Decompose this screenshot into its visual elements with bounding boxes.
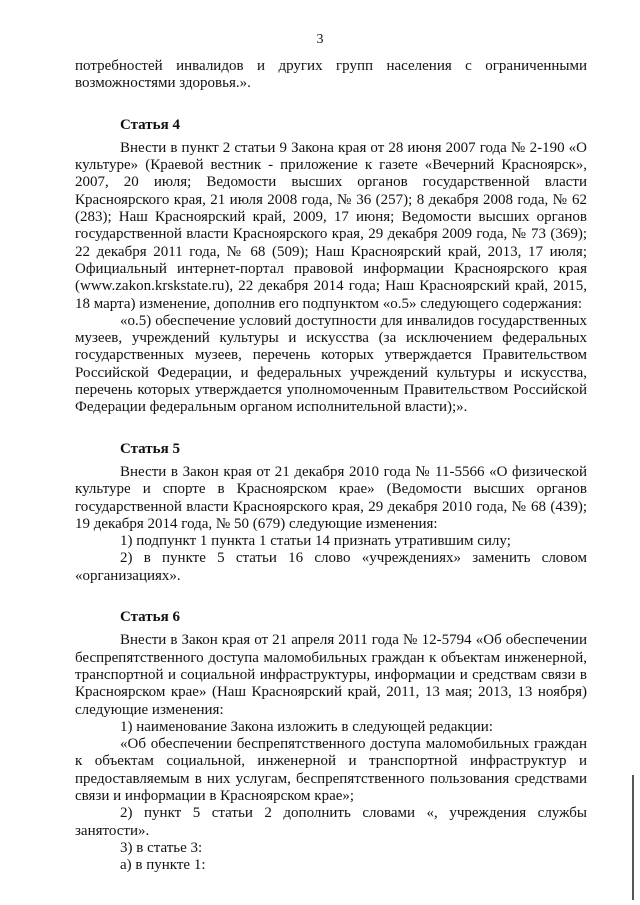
- article-6-paragraph-6: а) в пункте 1:: [120, 857, 206, 874]
- article-6-paragraph-3: «Об обеспечении беспрепятственного доступа маломобильных граждан к объектам социальной, инженерной и транспортной инфраструктур и предоставляемым в них услугам, беспрепятственного пользования средствами связи и информации в Красноярском крае»;: [75, 736, 587, 804]
- article-5-paragraph-1: Внести в Закон края от 21 декабря 2010 года № 11-5566 «О физической культуре и спорте в Красноярском крае» (Ведомости высших органов государственной власти Красноярского края, 29 декабря 2010 года, № 68 (439); 19 декабря 2014 года, № 50 (679) следующие изменения:: [75, 463, 587, 532]
- scan-edge-mark: [632, 775, 634, 900]
- article-6-paragraph-4: 2) пункт 5 статьи 2 дополнить словами «, учреждения службы занятости».: [75, 805, 587, 839]
- article-6-paragraph-5: 3) в статье 3:: [120, 839, 203, 856]
- spacer: [75, 93, 587, 117]
- article-6-paragraph-1: Внести в Закон края от 21 апреля 2011 года № 12-5794 «Об обеспечении беспрепятственного доступа маломобильных граждан к объектам инженерной, транспортной и социальной инфраструктуры, информации и средствам связи в Красноярском крае» (Наш Красноярский край, 2011, 13 мая; 2013, 13 ноября) следующие изменения:: [75, 632, 587, 718]
- page-number: 3: [316, 32, 324, 47]
- article-5-paragraph-2: 1) подпункт 1 пункта 1 статьи 14 признать утратившим силу;: [120, 533, 511, 550]
- intro-continuation: потребностей инвалидов и других групп населения с ограниченными возможностями здоровья.».: [75, 58, 587, 92]
- article-6: [75, 609, 587, 874]
- spacer: [75, 417, 587, 441]
- article-5: [75, 441, 587, 585]
- article-4-paragraph-2: «о.5) обеспечение условий доступности для инвалидов государственных музеев, учреждений культуры и искусства (за исключением федеральных государственных музеев, перечень которых утверждается Правительством Российской Федерации, и федеральных учреждений культуры и искусства, перечень которых утверждается уполномоченным Правительством Российской Федерации федеральным органом исполнительной власти);».: [75, 312, 587, 416]
- article-5-paragraph-3: 2) в пункте 5 статьи 16 слово «учреждениях» заменить словом «организациях».: [75, 550, 587, 584]
- article-4: [75, 117, 587, 417]
- spacer: [75, 585, 587, 609]
- article-6-paragraph-2: 1) наименование Закона изложить в следующей редакции:: [120, 718, 493, 735]
- article-4-heading: Статья 4: [120, 116, 180, 133]
- article-4-paragraph-1: Внести в пункт 2 статьи 9 Закона края от 28 июня 2007 года № 2-190 «О культуре» (Краевой вестник - приложение к газете «Вечерний Красноярск», 2007, 20 июля; Ведомости высших органов государственной власти Красноярского края, 21 июля 2008 года, № 36 (257); 8 декабря 2008 года, № 62 (283); Наш Красноярский край, 2009, 17 июня; Ведомости высших органов государственной власти Красноярского края, 29 декабря 2009 года, № 73 (369); 22 декабря 2011 года, № 68 (509); Наш Красноярский край, 2013, 17 июля; Официальный интернет-портал правовой информации Красноярского края (www.zakon.krskstate.ru), 22 декабря 2014 года; Наш Красноярский край, 2015, 18 марта) изменение, дополнив его подпунктом «о.5» следующего содержания:: [75, 139, 587, 312]
- article-6-heading: Статья 6: [120, 609, 180, 626]
- article-5-heading: Статья 5: [120, 440, 180, 457]
- document-body: [75, 58, 587, 874]
